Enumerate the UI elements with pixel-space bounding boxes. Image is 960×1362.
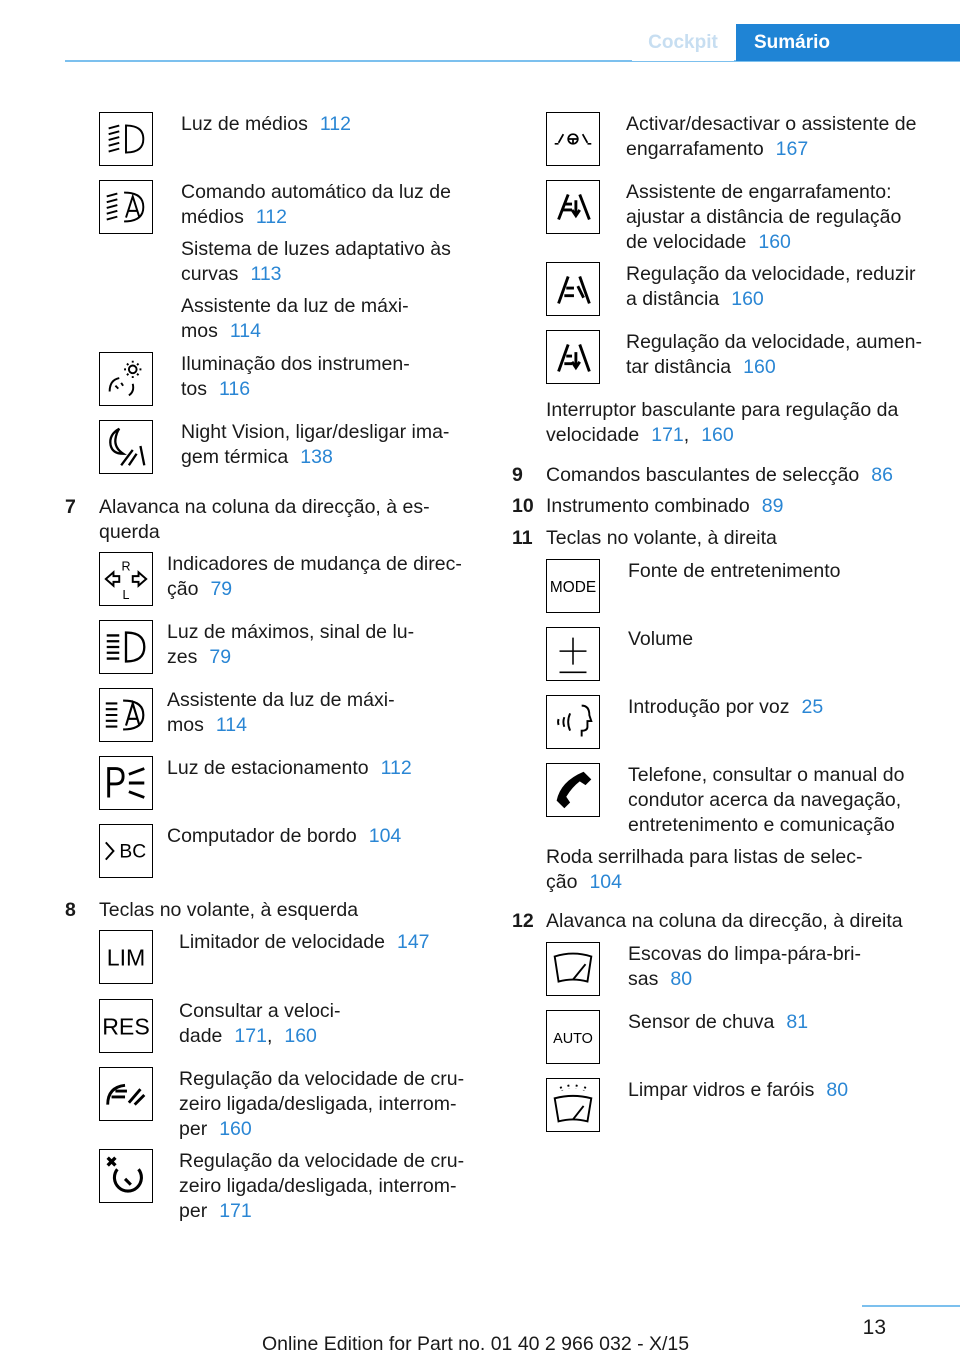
page-link[interactable]: 147 bbox=[396, 931, 430, 953]
turn-signal-icon bbox=[99, 552, 153, 606]
page-link[interactable]: 79 bbox=[210, 578, 233, 600]
volume-icon bbox=[546, 627, 600, 681]
page-link[interactable]: 114 bbox=[229, 320, 261, 342]
page-link[interactable]: 81 bbox=[786, 1011, 809, 1033]
entry-rain-sensor: Sensor de chuva 81 bbox=[628, 1011, 809, 1033]
page-link[interactable]: 160 bbox=[701, 424, 734, 446]
entry-voice-input: Introdução por voz 25 bbox=[628, 696, 824, 718]
page-link[interactable]: 160 bbox=[284, 1025, 317, 1047]
page-link[interactable]: 160 bbox=[219, 1118, 252, 1140]
entry-rocker-switch: Interruptor basculante para regulação da velocidade 171, 160 bbox=[546, 399, 899, 446]
on-board-computer-icon bbox=[99, 824, 153, 878]
page-link[interactable]: 171 bbox=[651, 424, 684, 446]
page-link[interactable]: 112 bbox=[380, 757, 412, 779]
voice-input-icon bbox=[546, 695, 600, 749]
svg-text:MODE: MODE bbox=[549, 578, 597, 596]
svg-text:L: L bbox=[122, 588, 130, 603]
footer-rule bbox=[862, 1305, 960, 1307]
section-number: 9 bbox=[512, 464, 523, 486]
entry-instrument-lighting: Iluminação dos instrumen- tos 116 bbox=[181, 353, 410, 400]
night-vision-icon bbox=[99, 420, 153, 474]
distance-reduce-icon bbox=[546, 262, 600, 316]
page-link[interactable]: 160 bbox=[743, 356, 776, 378]
wiper-icon bbox=[546, 942, 600, 996]
entry-volume: Volume bbox=[628, 628, 694, 650]
page-link[interactable]: 112 bbox=[255, 206, 287, 228]
page-link[interactable]: 104 bbox=[589, 871, 622, 893]
entry-night-vision: Night Vision, ligar/desligar ima- gem térmica 138 bbox=[181, 421, 450, 468]
entry-cruise-control-160: Regulação da velocidade de cru- zeiro ligada/desligada, interrom- per 160 bbox=[179, 1068, 465, 1140]
entry-resume-speed: Consultar a veloci- dade 171, 160 bbox=[179, 1000, 341, 1047]
instrument-lighting-icon bbox=[99, 352, 153, 406]
washer-icon bbox=[546, 1078, 600, 1132]
distance-increase-icon bbox=[546, 330, 600, 384]
rain-sensor-icon bbox=[546, 1010, 600, 1064]
section-number: 10 bbox=[512, 495, 534, 517]
page-link[interactable]: 79 bbox=[209, 646, 232, 668]
speed-limiter-icon bbox=[99, 930, 153, 984]
svg-text:AUTO: AUTO bbox=[553, 1030, 593, 1047]
tab-sumario[interactable]: Sumário bbox=[736, 24, 960, 61]
section-number: 12 bbox=[512, 910, 534, 932]
entry-telephone: Telefone, consultar o manual do condutor acerca da navegação, entretenimento e comunicação bbox=[628, 764, 905, 836]
entry-traffic-jam-assistant: Activar/desactivar o assistente de engarrafamento 167 bbox=[626, 113, 917, 160]
parking-light-icon bbox=[99, 756, 153, 810]
entry-washer: Limpar vidros e faróis 80 bbox=[628, 1079, 849, 1101]
svg-text:R: R bbox=[121, 559, 131, 574]
high-beam-assistant-icon bbox=[99, 688, 153, 742]
section-11-title: Teclas no volante, à direita bbox=[546, 527, 777, 549]
svg-text:RES: RES bbox=[102, 1013, 150, 1040]
entry-turn-signal: Indicadores de mudança de direc- ção 79 bbox=[167, 553, 462, 600]
entry-thumbwheel: Roda serrilhada para listas de selec- ção 104 bbox=[546, 846, 863, 893]
active-cruise-control-icon bbox=[99, 1149, 153, 1203]
traffic-jam-assistant-icon bbox=[546, 112, 600, 166]
page-link[interactable]: 167 bbox=[775, 138, 809, 160]
svg-text:BC: BC bbox=[119, 841, 147, 863]
page-link[interactable]: 160 bbox=[758, 231, 791, 253]
entry-on-board-computer: Computador de bordo 104 bbox=[167, 825, 402, 847]
page-number: 13 bbox=[862, 1316, 886, 1339]
entry-distance-increase: Regulação da velocidade, aumen- tar distância 160 bbox=[626, 331, 922, 378]
entry-distance-reduce: Regulação da velocidade, reduzir a distância 160 bbox=[626, 263, 916, 310]
high-beam-icon bbox=[99, 620, 153, 674]
page-link[interactable]: 171 bbox=[234, 1025, 267, 1047]
section-number: 7 bbox=[65, 496, 76, 518]
edition-note: Online Edition for Part no. 01 40 2 966 032 - X/15 bbox=[262, 1333, 690, 1355]
entry-parking-light: Luz de estacionamento 112 bbox=[167, 757, 412, 779]
page-link[interactable]: 104 bbox=[368, 825, 402, 847]
entry-distance-adjust: Assistente de engarrafamento: ajustar a distância de regulação de velocidade 160 bbox=[626, 181, 902, 253]
section-8-title: Teclas no volante, à esquerda bbox=[99, 899, 359, 921]
entry-speed-limiter: Limitador de velocidade 147 bbox=[179, 931, 430, 953]
page-link[interactable]: 116 bbox=[219, 378, 251, 400]
page-link[interactable]: 112 bbox=[319, 113, 351, 135]
section-10-title: Instrumento combinado 89 bbox=[546, 495, 784, 517]
page-link[interactable]: 80 bbox=[826, 1079, 849, 1101]
entry-auto-low-beam: Comando automático da luz de médios 112 bbox=[181, 181, 451, 228]
page-link[interactable]: 86 bbox=[871, 464, 893, 486]
entry-adaptive-lights: Sistema de luzes adaptativo às curvas 113 bbox=[181, 238, 451, 285]
section-number: 8 bbox=[65, 899, 76, 921]
section-12-title: Alavanca na coluna da direcção, à direita bbox=[546, 910, 903, 932]
page-link[interactable]: 171 bbox=[219, 1200, 252, 1222]
distance-adjust-icon bbox=[546, 180, 600, 234]
low-beam-icon bbox=[99, 112, 153, 166]
entry-wipers: Escovas do limpa-pára-bri- sas 80 bbox=[628, 943, 862, 990]
entry-entertainment-source: Fonte de entretenimento bbox=[628, 560, 841, 582]
section-7-title: Alavanca na coluna da direcção, à es- querda bbox=[99, 496, 430, 543]
section-9-title: Comandos basculantes de selecção 86 bbox=[546, 464, 893, 486]
entry-low-beam: Luz de médios 112 bbox=[181, 113, 351, 135]
entry-cruise-control-171: Regulação da velocidade de cru- zeiro ligada/desligada, interrom- per 171 bbox=[179, 1150, 465, 1222]
svg-text:LIM: LIM bbox=[106, 944, 146, 971]
page-link[interactable]: 114 bbox=[215, 714, 247, 736]
entry-high-beam: Luz de máximos, sinal de lu- zes 79 bbox=[167, 621, 415, 668]
cruise-control-icon bbox=[99, 1067, 153, 1121]
resume-speed-icon bbox=[99, 999, 153, 1053]
auto-low-beam-icon bbox=[99, 180, 153, 234]
entry-high-beam-assistant-lever: Assistente da luz de máxi- mos 114 bbox=[167, 689, 395, 736]
telephone-icon bbox=[546, 763, 600, 817]
page-link[interactable]: 113 bbox=[250, 263, 282, 285]
page-link[interactable]: 160 bbox=[731, 288, 764, 310]
page-link[interactable]: 25 bbox=[801, 696, 824, 718]
page-link[interactable]: 80 bbox=[670, 968, 693, 990]
page-link[interactable]: 89 bbox=[761, 495, 784, 517]
tab-cockpit[interactable]: Cockpit bbox=[632, 24, 734, 61]
mode-button-icon bbox=[546, 559, 600, 613]
page-link[interactable]: 138 bbox=[300, 446, 333, 468]
entry-high-beam-assistant: Assistente da luz de máxi- mos 114 bbox=[181, 295, 409, 342]
section-number: 11 bbox=[512, 527, 533, 549]
